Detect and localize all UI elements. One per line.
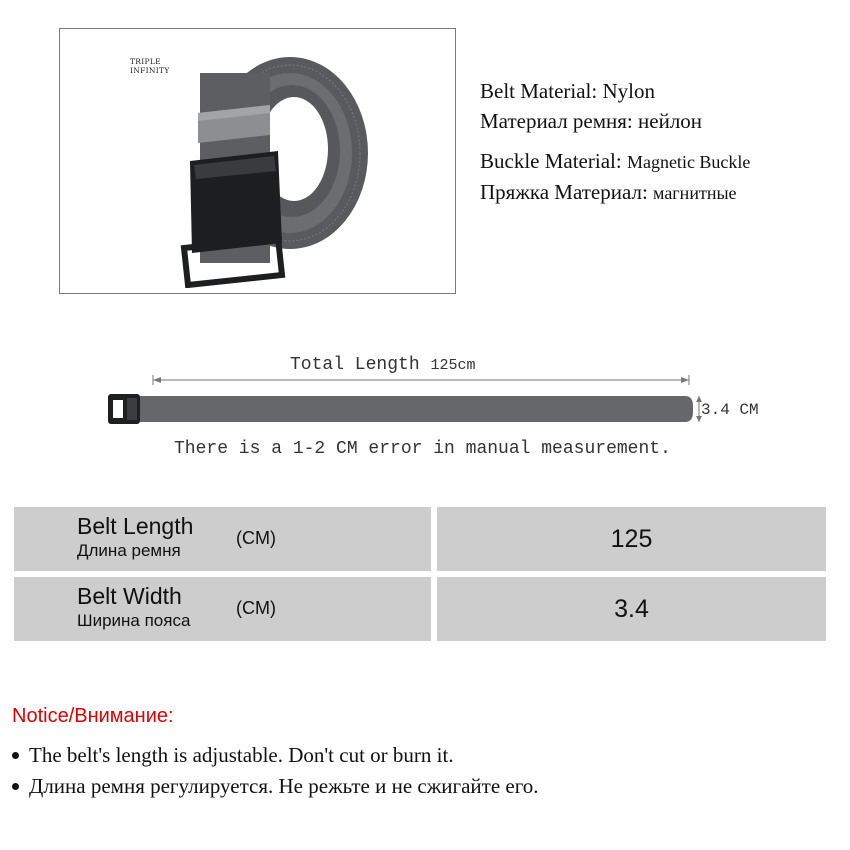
belt-rolled-image xyxy=(170,43,370,288)
belt-width-label-ru: Ширина пояса xyxy=(77,611,191,630)
belt-width-label: 3.4 CM xyxy=(701,401,759,419)
brand-logo xyxy=(130,57,170,75)
table-label-cell xyxy=(14,507,431,571)
buckle-material-en-value: Magnetic Buckle xyxy=(626,152,751,172)
brand-logo-line2: INFINITY xyxy=(130,66,170,75)
belt-material-ru xyxy=(480,106,750,136)
belt-material-ru-label: Материал ремня: xyxy=(480,109,633,133)
belt-width-unit: (CM) xyxy=(236,598,276,618)
bullet-icon xyxy=(12,752,19,759)
belt-length-label-ru: Длина ремня xyxy=(77,541,181,560)
product-photo xyxy=(59,28,456,294)
total-length-value: 125cm xyxy=(430,357,476,374)
belt-material-ru-value: нейлон xyxy=(638,109,703,133)
buckle-material-ru-label: Пряжка Материал: xyxy=(480,180,648,204)
table-row xyxy=(14,577,826,641)
belt-length-label-en: Belt Length xyxy=(77,513,194,539)
belt-length-diagram xyxy=(95,340,795,470)
belt-material-en xyxy=(480,76,750,106)
material-specs xyxy=(480,76,750,208)
measurement-error-note: There is a 1-2 CM error in manual measurement. xyxy=(174,439,671,459)
brand-logo-line1: TRIPLE xyxy=(130,57,161,66)
buckle-material-ru-value: магнитные xyxy=(653,183,737,203)
belt-material-en-label: Belt Material: xyxy=(480,79,598,103)
belt-length-value: 125 xyxy=(437,507,826,571)
buckle-material-en-label: Buckle Material: xyxy=(480,149,622,173)
belt-width-value: 3.4 xyxy=(437,577,826,641)
notice-item xyxy=(12,774,539,799)
notice-item xyxy=(12,743,454,768)
table-row xyxy=(14,507,826,571)
notice-item-text: Длина ремня регулируется. Не режьте и не сжигайте его. xyxy=(29,774,539,798)
total-length-text: Total Length xyxy=(290,355,420,375)
table-label-cell xyxy=(14,577,431,641)
belt-length-unit: (CM) xyxy=(236,528,276,548)
buckle-material-en xyxy=(480,146,750,177)
belt-material-en-value: Nylon xyxy=(602,79,655,103)
bullet-icon xyxy=(12,783,19,790)
buckle-material-ru xyxy=(480,177,750,208)
notice-item-text: The belt's length is adjustable. Don't cut or burn it. xyxy=(29,743,454,767)
belt-width-label-en: Belt Width xyxy=(77,583,182,609)
notice-title: Notice/Внимание: xyxy=(12,705,174,727)
